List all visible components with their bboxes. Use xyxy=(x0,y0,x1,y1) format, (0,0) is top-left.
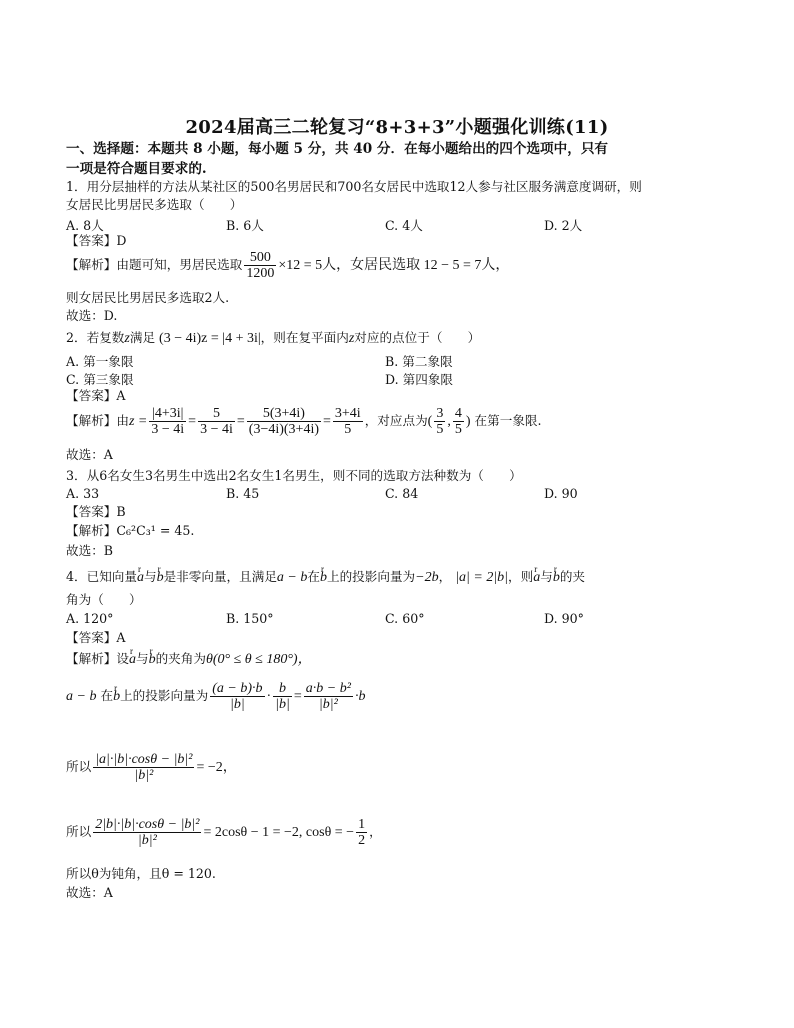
q4-sol2-fraction-2 xyxy=(273,681,292,712)
q2-point-y xyxy=(453,406,464,437)
q2-solution-z: z = xyxy=(128,414,148,429)
q2-pick: 故选：A xyxy=(66,447,113,462)
q4-stem-middle: 是非零向量，且满足 xyxy=(163,569,277,584)
q2-fraction-2-denominator: 3 − 4i xyxy=(200,422,233,437)
q2-fraction-2-numerator: 5 xyxy=(198,406,235,422)
q4-vector-a: r a xyxy=(137,570,144,586)
q3-option-d: D. 90 xyxy=(544,486,578,501)
q4-option-b: B. 150° xyxy=(226,611,274,626)
q2-point-y-denominator: 5 xyxy=(454,422,462,437)
q4-stem-on: 在 xyxy=(307,569,320,584)
q4-sol2-fraction-3-denominator: |b|² xyxy=(318,697,338,712)
q4-sol2-on: 在 xyxy=(100,688,114,703)
q3-option-c: C. 84 xyxy=(385,486,419,501)
q1-solution-middle: ×12 = 5人，女居民选取 12 − 5 = 7人， xyxy=(278,258,510,273)
section-heading-line2: 一项是符合题目要求的. xyxy=(66,161,207,177)
q4-sol3-prefix: 所以 xyxy=(66,759,92,774)
q2-fraction-3-numerator: 5(3+4i) xyxy=(247,406,321,422)
q2-fraction-3 xyxy=(247,406,321,437)
q3-answer: 【答案】B xyxy=(66,504,126,519)
q2-stem xyxy=(66,330,480,347)
q4-sol3-numerator: |a|·|b|·cosθ − |b|² xyxy=(95,752,193,767)
q4-sol2-fraction-1-numerator: (a − b)·b xyxy=(212,681,263,696)
q4-sol2-tail: ·b xyxy=(354,689,366,704)
q4-stem-and: 与 xyxy=(143,569,157,584)
q4-sol2-fraction-2-numerator: b xyxy=(273,681,292,697)
q4-sol4-fraction xyxy=(93,817,201,848)
q2-equation: (3 − 4i)z = |4 + 3i| xyxy=(159,331,261,346)
q2-stem-post: ，则在复平面内 xyxy=(260,330,349,345)
q4-stem-angle: 的夹 xyxy=(559,569,585,584)
q4-expr-minus-2b: −2b xyxy=(415,570,439,585)
q4-stem-and-2: 与 xyxy=(540,569,553,584)
q1-stem-line1: 1．用分层抽样的方法从某社区的500名男居民和700名女居民中选取12人参与社区服务满意度调研，则 xyxy=(66,179,642,194)
q4-option-a: A. 120° xyxy=(66,611,114,626)
q1-solution-line2: 则女居民比男居民多选取2人. xyxy=(66,290,230,305)
q4-solution-line5: 所以θ为钝角，且θ = 120. xyxy=(66,866,216,881)
section-heading-line1: 一、选择题：本题共 8 小题，每小题 5 分，共 40 分．在每小题给出的四个选项中，只有 xyxy=(66,141,609,157)
q2-fraction-4-denominator: 5 xyxy=(344,422,352,437)
q4-sol4-numerator: 2|b|·|b|·cosθ − |b|² xyxy=(95,817,200,832)
q3-pick: 故选：B xyxy=(66,543,114,558)
q4-sol1-vector-b: r b xyxy=(149,652,156,668)
q4-condition: |a| = 2|b| xyxy=(455,570,509,585)
q3-option-b: B. 45 xyxy=(226,486,260,501)
q2-point-y-numerator: 4 xyxy=(454,406,462,421)
q2-fraction-1-denominator: 3 − 4i xyxy=(151,422,185,437)
q4-sol3-denominator: |b|² xyxy=(134,768,154,783)
q3-stem: 3．从6名女生3名男生中选出2名女生1名男生，则不同的选取方法种数为（ ） xyxy=(66,468,522,483)
q1-option-d: D. 2人 xyxy=(544,218,583,233)
q4-sol2-fraction-2-denominator: |b| xyxy=(275,697,290,712)
q2-variable-z-2: z xyxy=(348,331,355,346)
q2-point-x xyxy=(434,406,445,437)
q2-fraction-4 xyxy=(333,406,363,437)
q4-sol1-prefix: 【解析】设 xyxy=(66,651,129,666)
q4-sol4-prefix: 所以 xyxy=(66,824,92,839)
q4-sol3-fraction xyxy=(93,752,194,783)
q4-vector-a-2: r a xyxy=(533,570,540,586)
q2-point-x-numerator: 3 xyxy=(436,406,444,421)
q4-option-c: C. 60° xyxy=(385,611,425,626)
q4-expr-a-minus-b: a − b xyxy=(276,570,308,585)
q4-sol2-fraction-3-numerator: a·b − b² xyxy=(305,681,351,696)
q2-variable-z: z xyxy=(124,331,130,346)
q2-option-b: B. 第二象限 xyxy=(385,354,453,369)
q2-solution-post: 在第一象限. xyxy=(474,413,542,428)
q4-stem-line2: 角为（ ） xyxy=(66,592,142,607)
q1-solution-prefix: 【解析】由题可知，男居民选取 xyxy=(66,257,243,272)
q1-option-b: B. 6人 xyxy=(226,218,264,233)
q4-pick: 故选：A xyxy=(66,885,113,900)
q2-option-d: D. 第四象限 xyxy=(385,372,454,387)
q1-fraction-numerator: 500 xyxy=(244,250,276,266)
q1-pick: 故选：D. xyxy=(66,308,118,323)
q1-fraction-denominator: 1200 xyxy=(246,266,275,281)
q1-fraction xyxy=(244,250,276,281)
q4-sol2-fraction-3 xyxy=(304,681,353,712)
q2-option-c: C. 第三象限 xyxy=(66,372,134,387)
q1-option-a: A. 8人 xyxy=(66,218,104,233)
q4-sol2-middle: 上的投影向量为 xyxy=(120,688,209,703)
q2-fraction-2 xyxy=(198,406,235,437)
page-title: 2024届高三二轮复习“8+3+3”小题强化训练(11) xyxy=(185,117,609,138)
q4-solution-line3 xyxy=(66,745,237,790)
q1-solution-line1 xyxy=(66,248,509,283)
q4-vector-b-3: r b xyxy=(553,570,560,586)
q4-sol1-vector-a: r a xyxy=(129,652,136,668)
q4-sol2-fraction-1-denominator: |b| xyxy=(230,697,245,712)
q4-vector-b: r b xyxy=(157,570,164,586)
q4-vector-b-2: r b xyxy=(320,570,327,586)
q4-sol1-middle: 的夹角为 xyxy=(155,651,206,666)
q4-sol1-theta: θ(0° ≤ θ ≤ 180°)， xyxy=(205,652,312,667)
q2-fraction-1-numerator: |4+3i| xyxy=(149,406,186,422)
q4-option-d: D. 90° xyxy=(544,611,584,626)
q2-fraction-4-numerator: 3+4i xyxy=(334,406,361,421)
q4-sol4-half xyxy=(356,817,367,848)
q2-solution-prefix: 【解析】由 xyxy=(66,413,129,428)
q2-solution-middle: ，对应点为 xyxy=(364,413,428,428)
q2-fraction-1 xyxy=(149,406,186,437)
q2-stem-middle: 满足 xyxy=(129,330,156,345)
q1-answer: 【答案】D xyxy=(66,233,127,248)
q4-stem-prefix: 4．已知向量 xyxy=(66,569,137,584)
q2-solution: 【解析】由z = $\frac{|4+3i|}{3 - 4i}$ = $\frac{5}{3 - 4i}$ = $\frac{5(3+4i)}{(3-4i)(3+4i)}$ = $\frac{3+4i}{5}$ ，对应点为( $\frac{3}{5}$ , $\frac{4}{5}$ ) 在第一象限. xyxy=(66,406,542,437)
q1-stem-line2: 女居民比男居民多选取（ ） xyxy=(66,197,243,212)
q2-stem-end: 对应的点位于（ ） xyxy=(354,330,481,345)
q4-sol4-half-denominator: 2 xyxy=(358,833,366,848)
q3-solution: 【解析】C₆²C₃¹ = 45. xyxy=(66,523,195,538)
q4-sol4-end: ， xyxy=(369,824,382,839)
q4-sol4-equals: = 2cosθ − 1 = −2, cosθ = − xyxy=(203,825,355,840)
q4-sol4-half-numerator: 1 xyxy=(358,817,366,832)
q4-solution-line4 xyxy=(66,810,382,855)
q2-stem-prefix: 2．若复数 xyxy=(66,330,125,345)
q4-sol3-equals: = −2， xyxy=(196,760,237,775)
q4-stem-projection: 上的投影向量为 xyxy=(326,569,416,584)
q4-answer: 【答案】A xyxy=(66,630,126,645)
q4-solution-line2: a − b 在r b上的投影向量为 $\frac{(a - b)\cdot b}{|b|}$ · $\frac{b}{|b|}$ = $\frac{\text{a·b − b²}}{\text{|b|²}}$ ·b xyxy=(66,676,365,717)
q2-fraction-3-denominator: (3−4i)(3+4i) xyxy=(248,422,319,437)
q4-sol2-a-minus-b: a − b xyxy=(66,689,97,704)
q2-answer: 【答案】A xyxy=(66,388,126,403)
q4-stem-then: ，则 xyxy=(508,569,534,584)
q4-sol2-fraction-1 xyxy=(210,681,264,712)
q2-point-x-denominator: 5 xyxy=(436,422,444,437)
q4-sol2-vector-b: r b xyxy=(113,677,120,717)
q4-sol4-denominator: |b|² xyxy=(137,833,157,848)
q3-option-a: A. 33 xyxy=(66,486,100,501)
q4-stem-line1: 4．已知向量r a与r b是非零向量，且满足a − b在r b上的投影向量为−2b， |a| = 2|b|，则r a与r b的夹 xyxy=(66,569,585,586)
q1-option-c: C. 4人 xyxy=(385,218,423,233)
q4-sol1-and: 与 xyxy=(135,651,149,666)
q2-option-a: A. 第一象限 xyxy=(66,354,134,369)
q4-solution-line1 xyxy=(66,651,312,668)
